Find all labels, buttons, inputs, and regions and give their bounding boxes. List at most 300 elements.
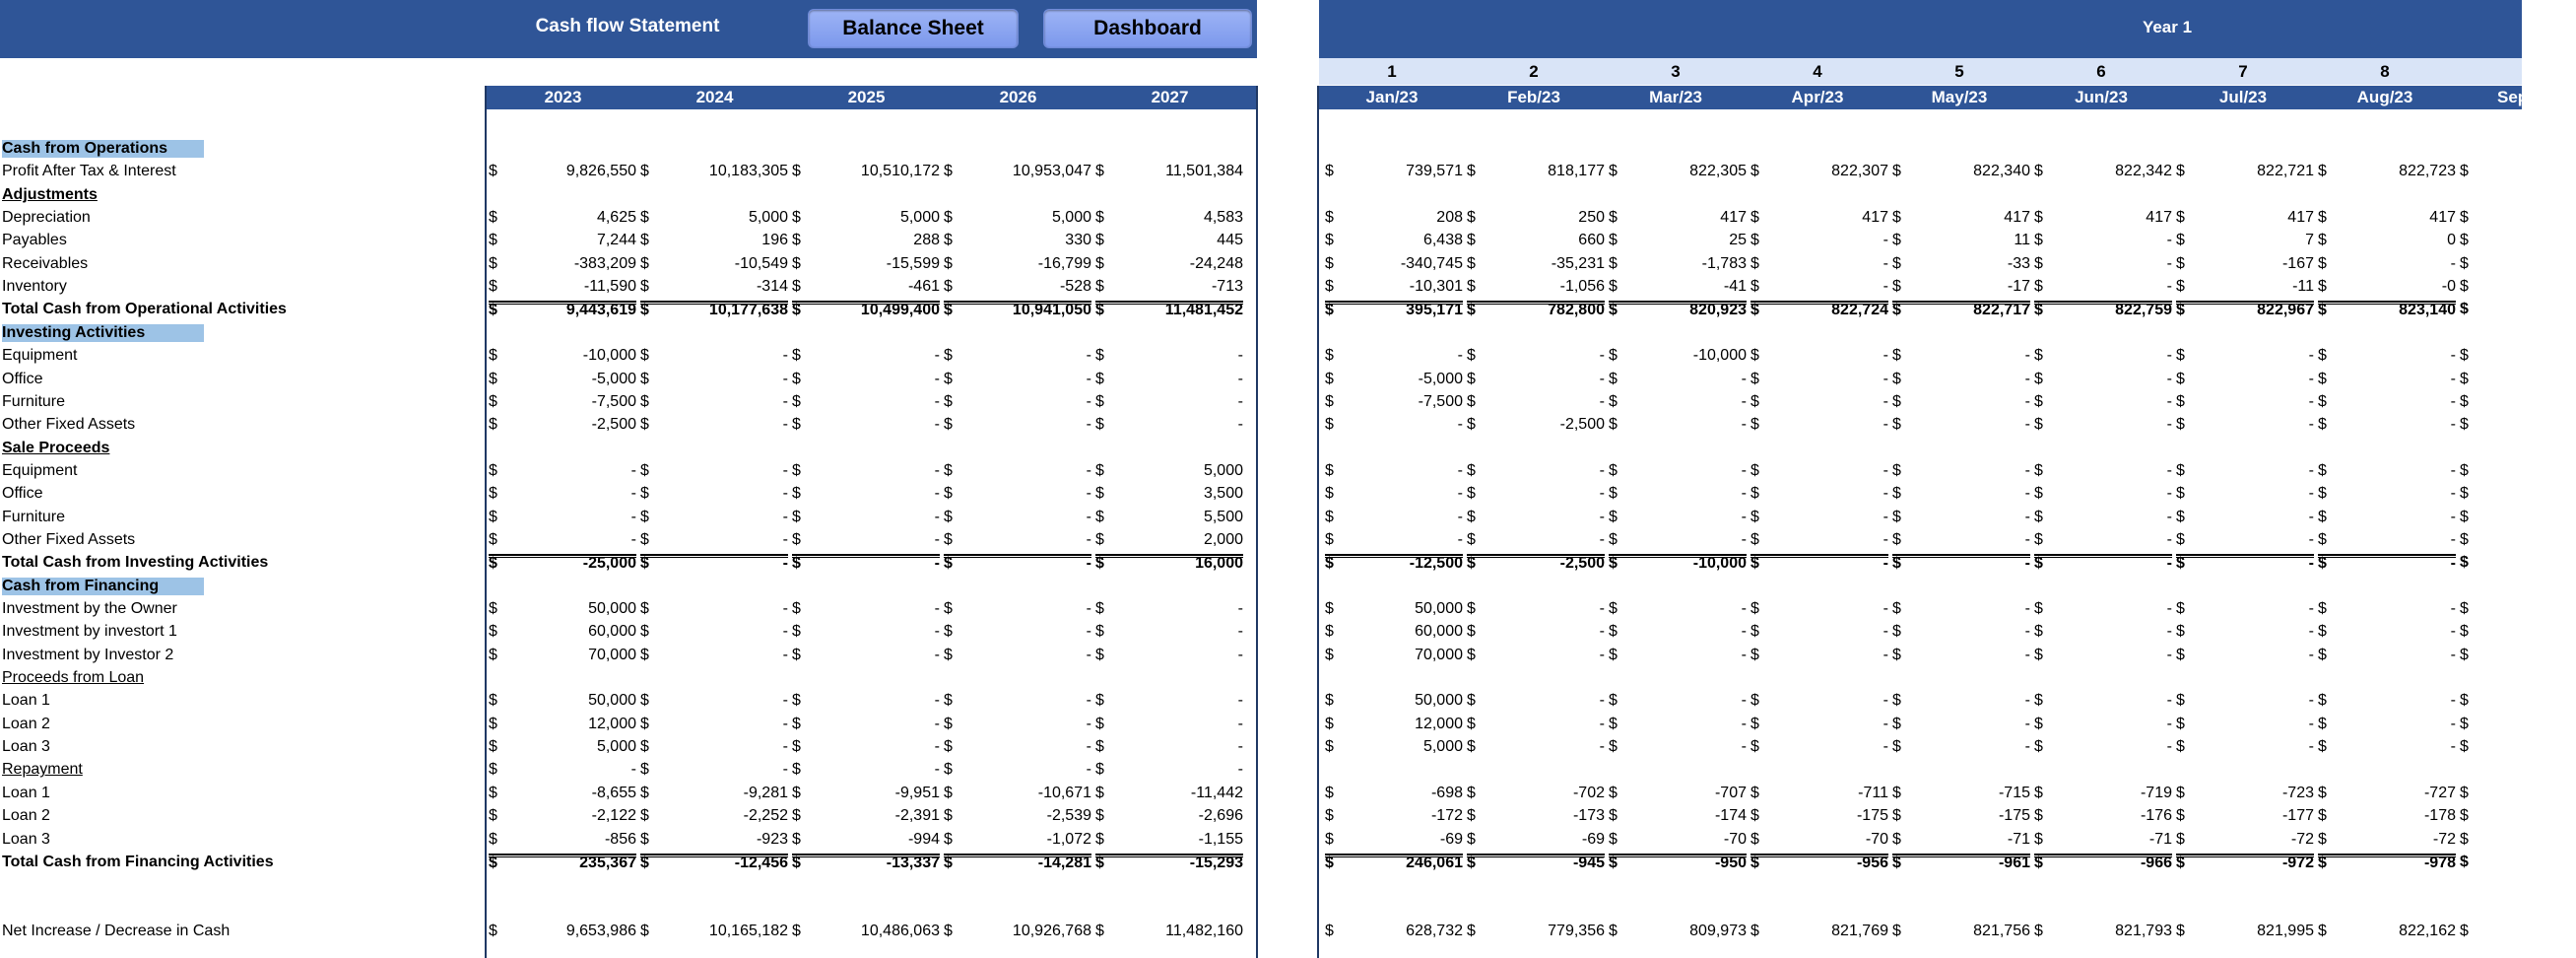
month-header: Apr/23	[1791, 88, 1844, 106]
currency-symbol: $	[1609, 830, 1618, 848]
cell-value: -	[782, 392, 788, 410]
cell-value: -	[934, 485, 940, 503]
currency-symbol: $	[1095, 232, 1104, 249]
currency-symbol: $	[2034, 854, 2043, 871]
cell-value: 10,183,305	[708, 163, 788, 180]
cell-value: -	[934, 347, 940, 365]
monthly-cell[interactable]	[1467, 301, 1605, 319]
cell-value: -	[1086, 623, 1091, 641]
cell-value: -	[1086, 347, 1091, 365]
cell-value: -	[1741, 530, 1747, 548]
currency-symbol: $	[792, 254, 801, 272]
currency-symbol: $	[1095, 784, 1104, 801]
currency-symbol: $	[1467, 347, 1476, 365]
currency-symbol: $	[2318, 530, 2327, 548]
cell-value: -	[934, 461, 940, 479]
cell-value: -	[2450, 600, 2456, 617]
currency-symbol: $	[792, 555, 801, 573]
row-label: Other Fixed Assets	[2, 530, 136, 548]
cell-value: -	[1741, 461, 1747, 479]
currency-symbol: $	[944, 646, 953, 663]
row-label: Furniture	[2, 508, 66, 525]
currency-symbol: $	[489, 600, 497, 617]
currency-symbol: $	[2176, 461, 2185, 479]
cell-value: -723	[2281, 784, 2314, 801]
table-row	[0, 369, 2522, 391]
currency-symbol: $	[489, 278, 497, 296]
cell-value: -	[2024, 347, 2030, 365]
month-header: Jul/23	[2218, 88, 2268, 106]
monthly-cell[interactable]	[1892, 854, 2030, 871]
cell-value: -	[1457, 416, 1463, 434]
cell-value: 60,000	[588, 623, 636, 641]
monthly-cell[interactable]	[1892, 554, 2030, 573]
cell-value: -713	[1211, 278, 1243, 296]
monthly-cell[interactable]	[2318, 854, 2456, 871]
cell-value: -	[1237, 600, 1243, 617]
currency-symbol: $	[944, 555, 953, 573]
cell-value: -178	[2423, 807, 2456, 825]
currency-symbol: $	[1609, 461, 1618, 479]
currency-symbol: $	[2176, 278, 2185, 296]
cell-value: -966	[2140, 854, 2172, 871]
currency-symbol: $	[1325, 302, 1334, 319]
cell-value: -	[2166, 715, 2172, 732]
cell-value: 417	[2146, 209, 2172, 227]
currency-symbol: $	[1095, 854, 1104, 871]
currency-symbol: $	[2318, 555, 2327, 573]
annual-cell[interactable]	[640, 301, 788, 319]
cell-value: -10,000	[1692, 555, 1747, 573]
cell-value: -	[1457, 347, 1463, 365]
cell-value: 822,717	[1973, 302, 2030, 319]
currency-symbol: $	[2460, 784, 2469, 801]
annual-cell[interactable]	[792, 854, 940, 871]
cell-value: -	[2024, 530, 2030, 548]
monthly-cell[interactable]	[1325, 301, 1463, 319]
cell-value: -5,000	[1418, 370, 1463, 387]
monthly-cell[interactable]	[1609, 554, 1747, 573]
monthly-cell[interactable]	[1467, 854, 1605, 871]
cell-value: -383,209	[573, 254, 636, 272]
row-label: Repayment	[2, 761, 83, 779]
currency-symbol: $	[489, 555, 497, 573]
cell-value: -	[2450, 646, 2456, 663]
currency-symbol: $	[944, 761, 953, 779]
annual-cell[interactable]	[792, 301, 940, 319]
cell-value: -12,500	[1409, 555, 1463, 573]
currency-symbol: $	[1467, 807, 1476, 825]
currency-symbol: $	[2034, 530, 2043, 548]
table-row	[0, 921, 2522, 943]
cell-value: -7,500	[1418, 392, 1463, 410]
cell-value: -	[2024, 508, 2030, 525]
currency-symbol: $	[2460, 853, 2469, 870]
cell-value: 3,500	[1203, 485, 1243, 503]
monthly-cell[interactable]	[2318, 301, 2456, 319]
row-label: Total Cash from Investing Activities	[2, 554, 269, 572]
cell-value: -	[2166, 623, 2172, 641]
table-row	[0, 184, 2522, 207]
cell-value: -	[2308, 646, 2314, 663]
currency-symbol: $	[1467, 623, 1476, 641]
currency-symbol: $	[2034, 370, 2043, 387]
currency-symbol: $	[1467, 715, 1476, 732]
currency-symbol: $	[2034, 922, 2043, 939]
cell-value: 9,826,550	[565, 163, 636, 180]
currency-symbol: $	[1609, 508, 1618, 525]
currency-symbol: $	[2176, 784, 2185, 801]
currency-symbol: $	[1892, 370, 1901, 387]
currency-symbol: $	[489, 922, 497, 939]
currency-symbol: $	[1750, 392, 1759, 410]
currency-symbol: $	[640, 600, 649, 617]
cell-value: -	[934, 370, 940, 387]
currency-symbol: $	[1892, 692, 1901, 710]
currency-symbol: $	[489, 530, 497, 548]
currency-symbol: $	[2176, 715, 2185, 732]
currency-symbol: $	[1892, 278, 1901, 296]
cell-value: -	[2166, 738, 2172, 756]
cell-value: -	[2024, 392, 2030, 410]
cell-value: 822,307	[1831, 163, 1888, 180]
cell-value: -	[2024, 738, 2030, 756]
monthly-cell[interactable]	[2318, 554, 2456, 573]
currency-symbol: $	[489, 784, 497, 801]
year-header-2026: 2026	[999, 88, 1037, 106]
cell-value: -	[2450, 623, 2456, 641]
currency-symbol: $	[2034, 555, 2043, 573]
annual-cell[interactable]	[944, 854, 1091, 871]
month-header: Mar/23	[1649, 88, 1702, 106]
currency-symbol: $	[489, 646, 497, 663]
row-label: Loan 1	[2, 692, 50, 710]
cell-value: -11,442	[1190, 784, 1243, 801]
currency-symbol: $	[2034, 461, 2043, 479]
cell-value: -	[782, 715, 788, 732]
currency-symbol: $	[2034, 830, 2043, 848]
annual-cell[interactable]	[944, 554, 1091, 573]
cell-value: -	[782, 623, 788, 641]
currency-symbol: $	[1325, 278, 1334, 296]
cell-value: -	[1599, 392, 1605, 410]
cell-value: -	[2450, 738, 2456, 756]
currency-symbol: $	[489, 302, 497, 319]
cell-value: 5,000	[596, 738, 636, 756]
currency-symbol: $	[2460, 715, 2469, 732]
year-header-2024: 2024	[695, 88, 734, 106]
cell-value: 50,000	[588, 692, 636, 710]
cell-value: -	[2166, 232, 2172, 249]
currency-symbol: $	[944, 530, 953, 548]
currency-symbol: $	[2318, 392, 2327, 410]
currency-symbol: $	[944, 692, 953, 710]
currency-symbol: $	[489, 807, 497, 825]
currency-symbol: $	[1609, 278, 1618, 296]
cell-value: 196	[761, 232, 788, 249]
currency-symbol: $	[640, 692, 649, 710]
right-header-band	[1319, 0, 2522, 58]
monthly-cell[interactable]	[1750, 301, 1888, 319]
cell-value: 50,000	[1415, 600, 1463, 617]
cell-value: -	[1599, 508, 1605, 525]
currency-symbol: $	[2176, 807, 2185, 825]
currency-symbol: $	[2460, 830, 2469, 848]
cell-value: -	[2450, 485, 2456, 503]
monthly-cell[interactable]	[2176, 301, 2314, 319]
year-header-2023: 2023	[544, 88, 582, 106]
currency-symbol: $	[489, 623, 497, 641]
cell-value: 417	[2287, 209, 2314, 227]
currency-symbol: $	[2460, 301, 2469, 318]
cell-value: -	[1237, 392, 1243, 410]
annual-cell[interactable]	[1095, 301, 1243, 319]
currency-symbol: $	[1095, 347, 1104, 365]
cell-value: -	[934, 530, 940, 548]
currency-symbol: $	[1750, 461, 1759, 479]
currency-symbol: $	[1095, 715, 1104, 732]
currency-symbol: $	[2318, 738, 2327, 756]
currency-symbol: $	[1095, 302, 1104, 319]
currency-symbol: $	[2460, 232, 2469, 249]
cell-value: -12,456	[734, 854, 788, 871]
monthly-cell[interactable]	[1892, 301, 2030, 319]
cell-value: -2,391	[894, 807, 940, 825]
monthly-cell[interactable]	[2034, 554, 2172, 573]
currency-symbol: $	[1467, 646, 1476, 663]
monthly-cell[interactable]	[1609, 301, 1747, 319]
annual-cell[interactable]	[489, 554, 636, 573]
cell-value: -35,231	[1551, 254, 1605, 272]
currency-symbol: $	[2318, 163, 2327, 180]
cell-value: 50,000	[588, 600, 636, 617]
currency-symbol: $	[489, 232, 497, 249]
cell-value: -173	[1572, 807, 1605, 825]
cell-value: -	[1882, 715, 1888, 732]
cell-value: -	[934, 600, 940, 617]
cell-value: -702	[1572, 784, 1605, 801]
cell-value: -707	[1714, 784, 1747, 801]
currency-symbol: $	[640, 784, 649, 801]
cell-value: -69	[1439, 830, 1463, 848]
cell-value: -	[2024, 416, 2030, 434]
cell-value: -	[2024, 555, 2030, 573]
cell-value: -1,783	[1701, 254, 1747, 272]
monthly-cell[interactable]	[2034, 301, 2172, 319]
currency-symbol: $	[1325, 461, 1334, 479]
cell-value: -	[2308, 623, 2314, 641]
monthly-cell[interactable]	[2176, 854, 2314, 871]
row-label: Investing Activities	[2, 324, 204, 342]
cell-value: -10,549	[734, 254, 788, 272]
table-row	[0, 276, 2522, 299]
currency-symbol: $	[944, 784, 953, 801]
cell-value: -	[2166, 416, 2172, 434]
cell-value: 10,486,063	[860, 922, 940, 939]
cell-value: 2,000	[1203, 530, 1243, 548]
row-label: Office	[2, 485, 43, 503]
currency-symbol: $	[640, 347, 649, 365]
table-row	[0, 898, 2522, 921]
monthly-cell[interactable]	[1325, 854, 1463, 871]
cell-value: -	[2024, 370, 2030, 387]
annual-cell[interactable]	[640, 554, 788, 573]
currency-symbol: $	[2034, 715, 2043, 732]
currency-symbol: $	[1325, 646, 1334, 663]
cell-value: -	[2166, 530, 2172, 548]
currency-symbol: $	[1467, 508, 1476, 525]
currency-symbol: $	[792, 600, 801, 617]
cell-value: -	[2308, 738, 2314, 756]
currency-symbol: $	[2460, 508, 2469, 525]
monthly-cell[interactable]	[1609, 854, 1747, 871]
currency-symbol: $	[1892, 392, 1901, 410]
currency-symbol: $	[792, 302, 801, 319]
cell-value: -	[630, 761, 636, 779]
table-row	[0, 552, 2522, 575]
currency-symbol: $	[944, 163, 953, 180]
monthly-cell[interactable]	[2176, 554, 2314, 573]
annual-cell[interactable]	[944, 301, 1091, 319]
cell-value: 660	[1578, 232, 1605, 249]
currency-symbol: $	[1750, 807, 1759, 825]
row-label: Total Cash from Operational Activities	[2, 301, 287, 318]
cell-value: -11	[2292, 278, 2314, 296]
cell-value: 16,000	[1195, 555, 1243, 573]
currency-symbol: $	[489, 254, 497, 272]
month-number: 5	[1954, 62, 1964, 81]
currency-symbol: $	[1095, 278, 1104, 296]
month-number: 1	[1387, 62, 1397, 81]
cell-value: 417	[1862, 209, 1888, 227]
currency-symbol: $	[1095, 461, 1104, 479]
currency-symbol: $	[1325, 715, 1334, 732]
table-row	[0, 138, 2522, 161]
month-number: 8	[2380, 62, 2390, 81]
cell-value: 445	[1217, 232, 1243, 249]
currency-symbol: $	[1325, 738, 1334, 756]
currency-symbol: $	[792, 623, 801, 641]
currency-symbol: $	[792, 392, 801, 410]
currency-symbol: $	[2034, 623, 2043, 641]
cell-value: -	[2450, 508, 2456, 525]
currency-symbol: $	[1892, 461, 1901, 479]
cell-value: -71	[2148, 830, 2172, 848]
cell-value: -15,599	[886, 254, 940, 272]
cell-value: -945	[1572, 854, 1605, 871]
table-row	[0, 621, 2522, 644]
currency-symbol: $	[1095, 254, 1104, 272]
annual-cell[interactable]	[640, 854, 788, 871]
cell-value: -72	[2290, 830, 2314, 848]
currency-symbol: $	[640, 163, 649, 180]
currency-symbol: $	[1095, 530, 1104, 548]
currency-symbol: $	[1467, 209, 1476, 227]
cell-value: -	[2450, 254, 2456, 272]
cell-value: -	[1457, 530, 1463, 548]
cell-value: -	[1086, 600, 1091, 617]
currency-symbol: $	[944, 508, 953, 525]
table-row	[0, 207, 2522, 230]
cell-value: -	[782, 761, 788, 779]
monthly-cell[interactable]	[1467, 554, 1605, 573]
cell-value: 779,356	[1548, 922, 1605, 939]
cell-value: -	[2166, 461, 2172, 479]
cell-value: -	[1882, 738, 1888, 756]
annual-cell[interactable]	[489, 854, 636, 871]
currency-symbol: $	[1892, 830, 1901, 848]
row-label: Equipment	[2, 461, 78, 479]
cell-value: 821,995	[2257, 922, 2314, 939]
row-label: Total Cash from Financing Activities	[2, 853, 274, 870]
currency-symbol: $	[944, 416, 953, 434]
currency-symbol: $	[2460, 600, 2469, 617]
sheet-title: Cash flow Statement	[535, 16, 720, 36]
cell-value: 417	[2004, 209, 2030, 227]
cell-value: -	[1599, 692, 1605, 710]
row-label: Proceeds from Loan	[2, 669, 145, 687]
currency-symbol: $	[489, 692, 497, 710]
currency-symbol: $	[2034, 254, 2043, 272]
monthly-cell[interactable]	[1750, 554, 1888, 573]
currency-symbol: $	[489, 370, 497, 387]
currency-symbol: $	[1467, 416, 1476, 434]
cell-value: -	[782, 600, 788, 617]
currency-symbol: $	[489, 830, 497, 848]
table-row	[0, 438, 2522, 460]
annual-cell[interactable]	[1095, 554, 1243, 573]
currency-symbol: $	[2318, 623, 2327, 641]
currency-symbol: $	[1609, 416, 1618, 434]
cell-value: -	[1237, 370, 1243, 387]
table-row	[0, 829, 2522, 852]
annual-cell[interactable]	[1095, 854, 1243, 871]
currency-symbol: $	[2176, 646, 2185, 663]
monthly-cell[interactable]	[1750, 854, 1888, 871]
annual-cell[interactable]	[792, 554, 940, 573]
currency-symbol: $	[1467, 738, 1476, 756]
cell-value: 5,000	[748, 209, 788, 227]
currency-symbol: $	[792, 715, 801, 732]
row-label: Adjustments	[2, 185, 98, 203]
cell-value: -	[1599, 738, 1605, 756]
cell-value: 250	[1578, 209, 1605, 227]
cell-value: 7	[2305, 232, 2314, 249]
currency-symbol: $	[2034, 416, 2043, 434]
cell-value: -2,539	[1046, 807, 1091, 825]
row-label: Receivables	[2, 254, 89, 272]
cell-value: -16,799	[1037, 254, 1091, 272]
currency-symbol: $	[2318, 232, 2327, 249]
cell-value: -	[1882, 370, 1888, 387]
cell-value: -2,696	[1198, 807, 1243, 825]
balance-sheet-button[interactable]: Balance Sheet	[808, 9, 1019, 48]
dashboard-button[interactable]: Dashboard	[1043, 9, 1252, 48]
row-label: Other Fixed Assets	[2, 416, 136, 434]
currency-symbol: $	[640, 646, 649, 663]
cell-value: -	[1086, 555, 1091, 573]
currency-symbol: $	[1609, 485, 1618, 503]
currency-symbol: $	[1467, 461, 1476, 479]
annual-cell[interactable]	[489, 301, 636, 319]
monthly-cell[interactable]	[2034, 854, 2172, 871]
cell-value: -	[1882, 416, 1888, 434]
currency-symbol: $	[2460, 347, 2469, 365]
cell-value: -	[1086, 761, 1091, 779]
currency-symbol: $	[2176, 830, 2185, 848]
currency-symbol: $	[1892, 209, 1901, 227]
monthly-cell[interactable]	[1325, 554, 1463, 573]
